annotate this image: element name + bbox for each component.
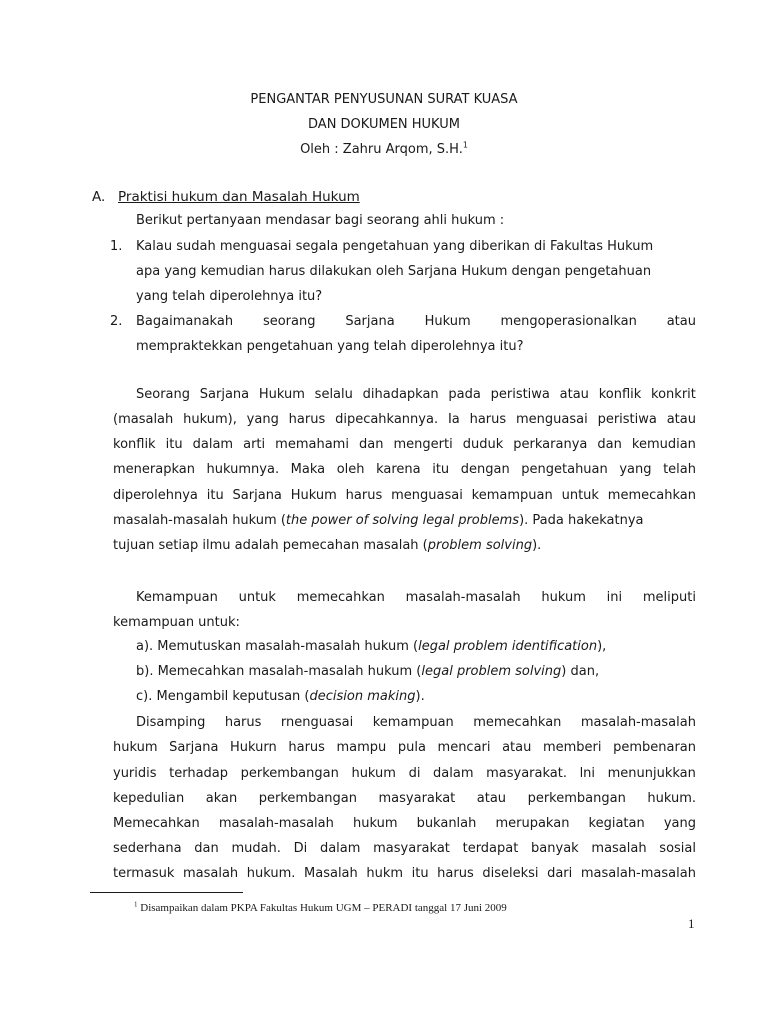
word: perkembangan (240, 766, 339, 781)
word: dengan (460, 462, 510, 477)
word: Hukum (424, 314, 471, 329)
word: dalam (319, 841, 361, 856)
word: mampu (336, 740, 387, 755)
word: hukum (541, 590, 586, 605)
word: karena (376, 462, 421, 477)
word: atau (502, 740, 532, 755)
paragraph-1-line-3 (113, 437, 696, 452)
question-1-line-3: yang telah diperolehnya itu? (136, 289, 323, 304)
word: dipecahkannya. (335, 412, 439, 427)
word: sosial (659, 841, 696, 856)
paragraph-2-line-2: kemampuan untuk: (113, 615, 240, 630)
word: merupakan (495, 816, 570, 831)
word: memahami (275, 437, 349, 452)
word: Hukum (258, 387, 305, 402)
list-item-a-italic: legal problem identification (418, 639, 598, 654)
word: akan (205, 791, 238, 806)
word: menerapkan (113, 462, 195, 477)
word: Hukum (290, 488, 337, 503)
word: memecahkan (607, 488, 696, 503)
paragraph-3-line-4 (113, 791, 696, 806)
paragraph-3-line-6 (113, 841, 696, 856)
word: rnenguasai (280, 715, 354, 730)
footnote-separator (90, 892, 243, 893)
word: Seorang (136, 387, 191, 402)
paragraph-1-line-7-italic: problem solving (427, 538, 533, 553)
word: masalah-masalah (218, 816, 334, 831)
word: pula (397, 740, 426, 755)
word: Kemampuan (136, 590, 218, 605)
list-item-c-post: ). (415, 689, 425, 704)
question-2-line-1 (136, 314, 696, 329)
word: yang (246, 412, 279, 427)
word: menunjukkan (607, 766, 696, 781)
paragraph-1-line-6-pre: masalah-masalah hukum ( (113, 513, 286, 528)
footnote (134, 902, 507, 914)
word: harus (437, 866, 474, 881)
word: kegiatan (588, 816, 645, 831)
word: dalam (433, 766, 474, 781)
word: dan (358, 437, 384, 452)
word: mengoperasionalkan (500, 314, 637, 329)
word: harus (469, 412, 507, 427)
word: meliputi (642, 590, 696, 605)
paragraph-3-line-7 (113, 866, 696, 881)
list-item-c-italic: decision making (309, 689, 416, 704)
word: Disamping (136, 715, 206, 730)
list-item-b (136, 664, 599, 679)
word: arti (243, 437, 266, 452)
word: Memecahkan (113, 816, 200, 831)
list-item-a-post: ), (597, 639, 607, 654)
paragraph-1-line-6 (113, 513, 644, 528)
word: Bagaimanakah (136, 314, 234, 329)
paragraph-3-line-2 (113, 740, 696, 755)
word: dalam (192, 437, 234, 452)
word: diseleksi (482, 866, 539, 881)
word: masalah (182, 866, 239, 881)
list-item-c (136, 689, 425, 704)
word: perkembangan (258, 791, 357, 806)
word: peristiwa (597, 412, 657, 427)
section-heading (92, 189, 360, 205)
question-1-line-2: apa yang kemudian harus dilakukan oleh Sarjana Hukum dengan pengetahuan (136, 264, 652, 279)
document-title-line-2: DAN DOKUMEN HUKUM (308, 117, 460, 132)
word: (masalah (113, 412, 174, 427)
word: Hukurn (230, 740, 277, 755)
word: hukum (113, 740, 158, 755)
word: konflik (113, 437, 156, 452)
word: yang (663, 816, 696, 831)
word: terdapat (462, 841, 519, 856)
word: hukum (352, 816, 398, 831)
word: masyarakat (378, 791, 456, 806)
word: lni (579, 766, 596, 781)
word: menguasai (516, 412, 588, 427)
author-footnote-mark: 1 (462, 140, 468, 150)
word: hukum. (647, 791, 696, 806)
word: yuridis (113, 766, 157, 781)
question-2-number: 2. (110, 314, 123, 329)
section-letter: A. (92, 189, 106, 205)
word: itu (165, 437, 183, 452)
word: duduk (462, 437, 504, 452)
word: dan (194, 841, 219, 856)
word: kemampuan (372, 715, 454, 730)
word: memberi (542, 740, 602, 755)
word: masalah (591, 841, 647, 856)
footnote-text: Disampaikan dalam PKPA Fakultas Hukum UGM – PERADI tanggal 17 Juni 2009 (140, 902, 507, 914)
word: masalah-masalah (580, 715, 696, 730)
word: atau (559, 387, 589, 402)
word: Sarjana (232, 488, 282, 503)
section-heading-text: Praktisi hukum dan Masalah Hukum (118, 189, 360, 205)
question-1-line-1: Kalau sudah menguasai segala pengetahuan yang diberikan di Fakultas Hukum (136, 239, 654, 254)
word: harus (288, 740, 325, 755)
footnote-mark: 1 (134, 900, 138, 909)
word: konkrit (651, 387, 696, 402)
word: memecahkan (296, 590, 385, 605)
word: di (408, 766, 421, 781)
question-1-number: 1. (110, 239, 123, 254)
word: harus (288, 412, 326, 427)
word: Masalah (304, 866, 358, 881)
paragraph-3-line-5 (113, 816, 696, 831)
word: masalah-masalah (580, 866, 696, 881)
word: pengetahuan (521, 462, 608, 477)
paragraph-2-line-1 (136, 590, 696, 605)
word: atau (666, 314, 696, 329)
page-number: 1 (688, 916, 695, 931)
word: hukumnya. (206, 462, 280, 477)
word: untuk (238, 590, 276, 605)
word: menguasai (391, 488, 463, 503)
word: telah (663, 462, 696, 477)
list-item-c-pre: c). Mengambil keputusan ( (136, 689, 310, 704)
word: kepedulian (113, 791, 185, 806)
word: memecahkan (473, 715, 562, 730)
paragraph-1-line-5 (113, 488, 696, 503)
word: pembenaran (613, 740, 696, 755)
word: dan (597, 437, 622, 452)
paragraph-1-line-7-pre: tujuan setiap ilmu adalah pemecahan masalah ( (113, 538, 428, 553)
word: mencari (437, 740, 491, 755)
word: hukum), (183, 412, 237, 427)
word: hukum (351, 766, 396, 781)
list-item-b-pre: b). Memecahkan masalah-masalah hukum ( (136, 664, 422, 679)
word: yang (619, 462, 652, 477)
paragraph-1-line-4 (113, 462, 696, 477)
word: selalu (314, 387, 353, 402)
word: masyarakat. (486, 766, 567, 781)
author-text: Oleh : Zahru Arqom, S.H. (300, 142, 463, 157)
word: Sarjana (169, 740, 219, 755)
word: dari (547, 866, 573, 881)
word: dihadapkan (362, 387, 439, 402)
section-intro: Berikut pertanyaan mendasar bagi seorang ahli hukum : (136, 213, 505, 228)
word: Di (293, 841, 308, 856)
word: termasuk (113, 866, 175, 881)
word: ini (606, 590, 623, 605)
paragraph-1-line-7-post: ). (532, 538, 542, 553)
word: Sarjana (345, 314, 395, 329)
word: harus (224, 715, 262, 730)
word: itu (206, 488, 224, 503)
word: diperolehnya (113, 488, 198, 503)
word: hukm (366, 866, 404, 881)
paragraph-3-line-3 (113, 766, 696, 781)
word: itu (432, 462, 450, 477)
word: masyarakat (373, 841, 450, 856)
word: oleh (336, 462, 365, 477)
word: sederhana (113, 841, 182, 856)
word: perkaranya (513, 437, 588, 452)
paragraph-1-line-6-italic: the power of solving legal problems (285, 513, 520, 528)
word: pada (448, 387, 481, 402)
list-item-a (136, 639, 606, 654)
paragraph-1-line-2 (113, 412, 696, 427)
word: konflik (598, 387, 642, 402)
list-item-b-post: ) dan, (561, 664, 600, 679)
word: bukanlah (416, 816, 477, 831)
word: itu (411, 866, 429, 881)
paragraph-1-line-1 (136, 387, 696, 402)
list-item-a-pre: a). Memutuskan masalah-masalah hukum ( (136, 639, 419, 654)
word: peristiwa (490, 387, 550, 402)
document-title-line-1: PENGANTAR PENYUSUNAN SURAT KUASA (250, 92, 518, 107)
question-2-line-2: mempraktekkan pengetahuan yang telah diperolehnya itu? (136, 339, 524, 354)
word: harus (345, 488, 383, 503)
word: terhadap (169, 766, 229, 781)
document-author (0, 142, 768, 157)
word: hukum. (246, 866, 296, 881)
word: mengerti (393, 437, 453, 452)
word: Ia (447, 412, 460, 427)
word: banyak (531, 841, 579, 856)
word: Sarjana (199, 387, 250, 402)
list-item-b-italic: legal problem solving (421, 664, 562, 679)
word: Maka (290, 462, 326, 477)
word: kemudian (631, 437, 696, 452)
word: seorang (262, 314, 316, 329)
word: mudah. (231, 841, 281, 856)
word: untuk (561, 488, 599, 503)
word: perkembangan (527, 791, 626, 806)
word: masalah-masalah (405, 590, 521, 605)
paragraph-1-line-7 (113, 538, 541, 553)
paragraph-1-line-6-post: ). Pada hakekatnya (519, 513, 644, 528)
word: kemampuan (471, 488, 553, 503)
word: atau (476, 791, 507, 806)
word: atau (666, 412, 696, 427)
paragraph-3-line-1 (136, 715, 696, 730)
